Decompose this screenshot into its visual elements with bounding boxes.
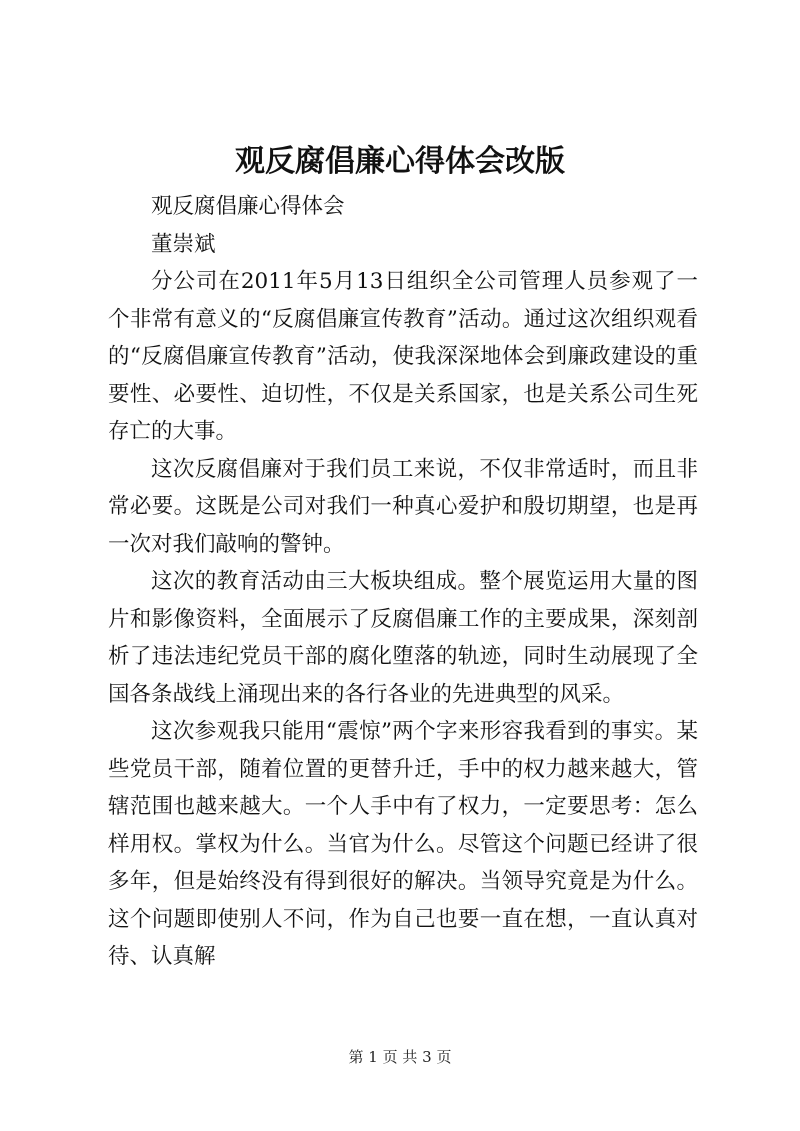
document-subtitle: 观反腐倡廉心得体会: [151, 194, 345, 219]
document-body: [108, 188, 698, 976]
document-author: 董崇斌: [151, 231, 216, 257]
paragraph-1: 分公司在2011年5月13日组织全公司管理人员参观了一个非常有意义的“反腐倡廉宣传教育”活动。通过这次组织观看的“反腐倡廉宣传教育”活动，使我深深地体会到廉政建设的重要性、必要性、迫切性，不仅是关系国家，也是关系公司生死存亡的大事。: [108, 269, 698, 444]
paragraph-4: 这次参观我只能用“震惊”两个字来形容我看到的事实。某些党员干部，随着位置的更替升迁，手中的权力越来越大，管辖范围也越来越大。一个人手中有了权力，一定要思考：怎么样用权。掌权为什么。当官为什么。尽管这个问题已经讲了很多年，但是始终没有得到很好的解决。当领导究竟是为什么。这个问题即使别人不问，作为自己也要一直在想，一直认真对待、认真解: [108, 719, 698, 969]
paragraph-3: 这次的教育活动由三大板块组成。整个展览运用大量的图片和影像资料，全面展示了反腐倡廉工作的主要成果，深刻剖析了违法违纪党员干部的腐化堕落的轨迹，同时生动展现了全国各条战线上涌现出来的各行各业的先进典型的风采。: [108, 569, 698, 707]
page-number-footer: 第 1 页 共 3 页: [348, 1048, 452, 1066]
paragraph-2: 这次反腐倡廉对于我们员工来说，不仅非常适时，而且非常必要。这既是公司对我们一种真心爱护和殷切期望，也是再一次对我们敲响的警钟。: [108, 456, 698, 557]
document-title: 观反腐倡廉心得体会改版: [235, 144, 565, 179]
